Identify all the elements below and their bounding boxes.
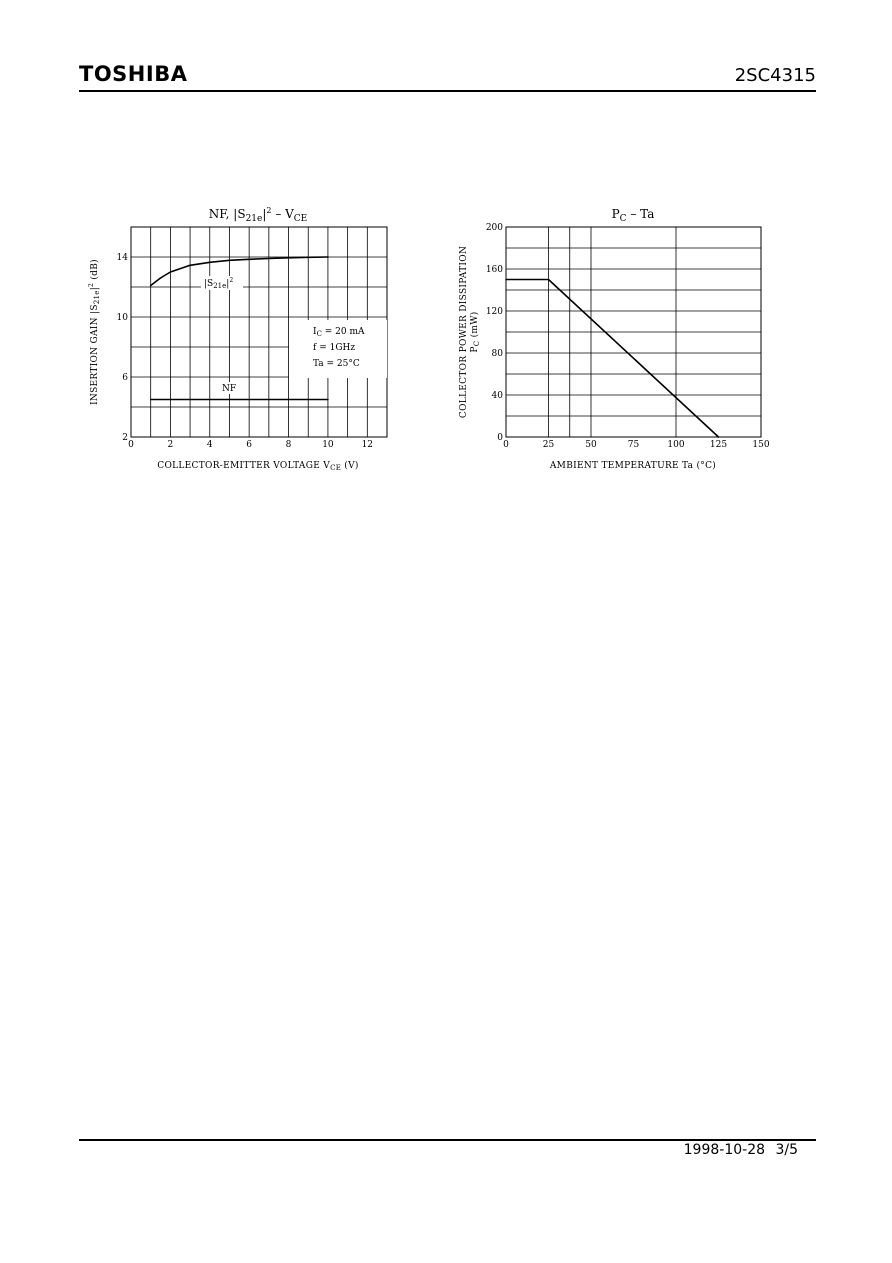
footer-page: 3/5 [775, 1142, 798, 1158]
chart1-condition-ic: $I_C = 20$ mA [313, 327, 365, 338]
part-number: 2SC4315 [734, 65, 816, 86]
chart2-ylabel-line2: $P_C$ (mW) [470, 311, 481, 353]
chart1-title: NF, $|S_{21e}|^2 - V_{CE}$ [208, 206, 308, 224]
brand-logo: TOSHIBA [79, 62, 188, 86]
c2-y-tick-label: 200 [485, 223, 503, 233]
c1-x-tick-label: 10 [322, 440, 334, 450]
c2-y-tick-label: 0 [497, 433, 503, 443]
c2-x-tick-label: 150 [752, 440, 770, 450]
c2-x-tick-label: 0 [503, 440, 509, 450]
c2-series-line-PC [506, 280, 719, 438]
c1-y-tick-label: 2 [122, 433, 128, 443]
c1-y-tick-label: 10 [116, 313, 128, 323]
c2-x-tick-label: 125 [709, 440, 728, 450]
c1-x-tick-label: 0 [128, 440, 134, 450]
chart1-ylabel: INSERTION GAIN $|S_{21e}|^2$ (dB) [88, 259, 101, 405]
c2-x-tick-label: 75 [627, 440, 640, 450]
footer-date: 1998-10-28 [683, 1142, 766, 1158]
c1-y-tick-label: 6 [122, 373, 128, 383]
footer-date-page [684, 1142, 798, 1158]
c2-x-tick-label: 25 [542, 440, 555, 450]
c1-x-tick-label: 8 [285, 440, 292, 450]
c2-x-tick-label: 50 [585, 440, 597, 450]
c1-x-tick-label: 12 [361, 440, 374, 450]
chart1-condition-ta: Ta = 25°C [313, 359, 360, 369]
c2-y-tick-label: 40 [491, 391, 503, 401]
c2-y-tick-label: 80 [491, 349, 503, 359]
c1-y-tick-label: 14 [116, 253, 128, 263]
svg-text:NF: NF [222, 384, 237, 394]
chart2-title: $P_C$ – Ta [611, 207, 655, 224]
chart1-xlabel: COLLECTOR-EMITTER VOLTAGE $V_{CE}$ (V) [157, 461, 359, 472]
c1-x-tick-label: 4 [206, 440, 213, 450]
c1-x-tick-label: 6 [246, 440, 253, 450]
footer-rule [79, 1139, 816, 1141]
chart1-condition-f: f = 1GHz [313, 343, 356, 353]
c2-y-tick-label: 160 [485, 265, 503, 275]
c2-y-tick-label: 120 [485, 307, 503, 317]
chart2-ylabel-line1: COLLECTOR POWER DISSIPATION [459, 245, 469, 419]
c2-x-tick-label: 100 [667, 440, 685, 450]
chart2-xlabel: AMBIENT TEMPERATURE Ta (°C) [549, 461, 717, 471]
svg-text:|S21e|2: $|S_{21e}|^2$ [204, 277, 234, 290]
c1-x-tick-label: 2 [167, 440, 174, 450]
